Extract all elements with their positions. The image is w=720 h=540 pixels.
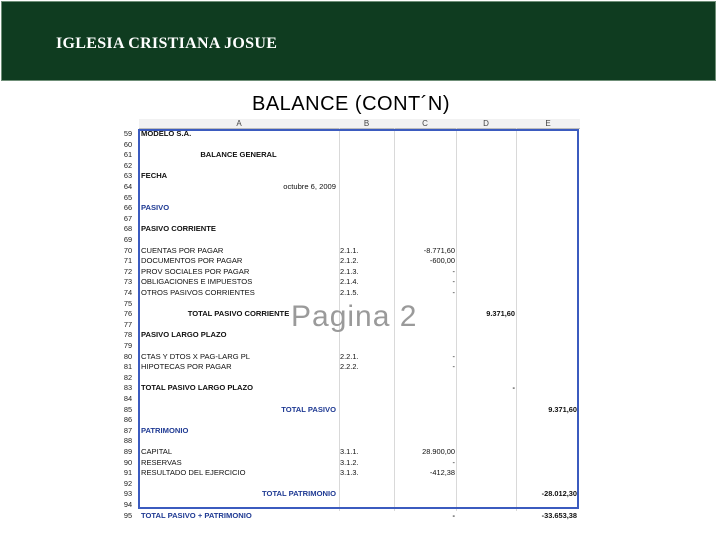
cell-a[interactable]: PASIVO LARGO PLAZO — [141, 330, 227, 340]
cell-e[interactable]: 9.371,60 — [548, 404, 577, 414]
row-number[interactable]: 60 — [123, 139, 133, 149]
cell-b[interactable]: 2.1.3. — [340, 266, 359, 276]
row-number[interactable]: 82 — [123, 372, 133, 382]
cell-a[interactable]: CTAS Y DTOS X PAG-LARG PL — [141, 351, 251, 361]
cell-a[interactable]: TOTAL PASIVO LARGO PLAZO — [141, 383, 254, 393]
cell-c[interactable]: -8.771,60 — [423, 245, 455, 255]
row-number[interactable]: 86 — [123, 415, 133, 425]
cell-a[interactable]: PATRIMONIO — [141, 425, 189, 435]
row-number[interactable]: 83 — [123, 383, 133, 393]
cell-a[interactable]: CUENTAS POR PAGAR — [141, 245, 224, 255]
cell-b[interactable]: 2.1.2. — [340, 256, 359, 266]
row-number[interactable]: 93 — [123, 489, 133, 499]
row-number[interactable]: 63 — [123, 171, 133, 181]
cell-b[interactable]: 2.1.5. — [340, 288, 359, 297]
cell-c[interactable]: - — [452, 351, 455, 361]
row-number[interactable]: 78 — [123, 330, 133, 340]
cell-a[interactable]: OBLIGACIONES E IMPUESTOS — [141, 277, 253, 287]
row-number[interactable]: 88 — [123, 436, 133, 446]
row-number[interactable]: 80 — [123, 351, 133, 361]
row-number[interactable]: 89 — [123, 447, 133, 456]
row-number[interactable]: 69 — [123, 235, 133, 244]
row-number[interactable]: 72 — [123, 266, 133, 276]
cell-b[interactable]: 2.2.1. — [340, 351, 359, 361]
row-number[interactable]: 68 — [123, 224, 133, 234]
slide-header — [0, 0, 720, 84]
cell-c[interactable]: 28.900,00 — [422, 447, 455, 456]
cell-b[interactable]: 3.1.3. — [340, 468, 359, 478]
row-number[interactable]: 92 — [123, 478, 133, 488]
row-number[interactable]: 64 — [123, 182, 133, 191]
row-number[interactable]: 73 — [123, 277, 133, 287]
cell-a[interactable]: PROV SOCIALES POR PAGAR — [141, 266, 250, 276]
row-number[interactable]: 71 — [123, 256, 133, 266]
cell-a[interactable]: TOTAL PASIVO + PATRIMONIO — [141, 510, 252, 520]
cell-d[interactable]: 9.371,60 — [486, 309, 515, 319]
cell-a[interactable]: TOTAL PASIVO — [281, 404, 336, 414]
cell-c[interactable]: - — [452, 362, 455, 372]
cell-a[interactable]: BALANCE GENERAL — [200, 150, 277, 160]
cell-e[interactable]: -28.012,30 — [541, 489, 577, 499]
cell-c[interactable]: - — [452, 288, 455, 297]
cell-a[interactable]: PASIVO CORRIENTE — [141, 224, 216, 234]
row-number[interactable]: 79 — [123, 341, 133, 350]
row-number[interactable]: 85 — [123, 404, 133, 414]
row-number[interactable]: 75 — [123, 298, 133, 308]
cell-c[interactable]: -412,38 — [429, 468, 455, 478]
row-number[interactable]: 67 — [123, 213, 133, 223]
cell-a[interactable]: TOTAL PATRIMONIO — [262, 489, 336, 499]
cell-b[interactable]: 3.1.1. — [340, 447, 359, 456]
cell-c[interactable]: - — [452, 277, 455, 287]
cell-a[interactable]: octubre 6, 2009 — [283, 182, 336, 191]
table-row — [139, 511, 580, 522]
row-number[interactable]: 62 — [123, 160, 133, 170]
row-number[interactable]: 59 — [123, 129, 133, 138]
header-banner — [1, 1, 716, 81]
row-number[interactable]: 90 — [123, 457, 133, 467]
slide-title: BALANCE (CONT´N) — [252, 93, 451, 115]
column-header-b[interactable]: B — [339, 119, 394, 129]
column-header-a[interactable]: A — [139, 119, 339, 129]
cell-e[interactable]: -33.653,38 — [541, 510, 577, 520]
row-number[interactable]: 94 — [123, 500, 133, 509]
row-number[interactable]: 70 — [123, 245, 133, 255]
page-watermark: Pagina 2 — [291, 300, 418, 333]
cell-c[interactable]: - — [452, 457, 455, 467]
cell-a[interactable]: RESULTADO DEL EJERCICIO — [141, 468, 246, 478]
cell-a[interactable]: CAPITAL — [141, 447, 173, 456]
cell-c[interactable]: - — [452, 266, 455, 276]
organization-title: IGLESIA CRISTIANA JOSUE — [56, 35, 278, 52]
cell-a[interactable]: RESERVAS — [141, 457, 182, 467]
cell-d[interactable]: - — [512, 383, 515, 393]
cell-a[interactable]: PASIVO — [141, 203, 170, 213]
cell-a[interactable]: MODELO S.A. — [141, 129, 192, 138]
row-number[interactable]: 81 — [123, 362, 133, 372]
row-number[interactable]: 76 — [123, 309, 133, 319]
row-number[interactable]: 87 — [123, 425, 133, 435]
cell-b[interactable]: 3.1.2. — [340, 457, 359, 467]
column-header-d[interactable]: D — [456, 119, 516, 129]
row-number[interactable]: 91 — [123, 468, 133, 478]
row-number[interactable]: 61 — [123, 150, 133, 160]
row-number[interactable]: 65 — [123, 192, 133, 202]
column-header-c[interactable]: C — [394, 119, 456, 129]
row-number[interactable]: 77 — [123, 319, 133, 329]
cell-a[interactable]: OTROS PASIVOS CORRIENTES — [141, 288, 255, 297]
row-number[interactable]: 84 — [123, 394, 133, 403]
row-number[interactable]: 66 — [123, 203, 133, 213]
cell-a[interactable]: FECHA — [141, 171, 168, 181]
cell-c[interactable]: -600,00 — [429, 256, 455, 266]
row-number[interactable]: 95 — [123, 510, 133, 520]
cell-a[interactable]: DOCUMENTOS POR PAGAR — [141, 256, 243, 266]
cell-a[interactable]: TOTAL PASIVO CORRIENTE — [187, 309, 290, 319]
column-header-e[interactable]: E — [516, 119, 580, 129]
cell-b[interactable]: 2.2.2. — [340, 362, 359, 372]
row-number[interactable]: 74 — [123, 288, 133, 297]
cell-a[interactable]: HIPOTECAS POR PAGAR — [141, 362, 232, 372]
cell-b[interactable]: 2.1.1. — [340, 245, 359, 255]
cell-b[interactable]: 2.1.4. — [340, 277, 359, 287]
cell-c[interactable]: - — [452, 510, 455, 520]
